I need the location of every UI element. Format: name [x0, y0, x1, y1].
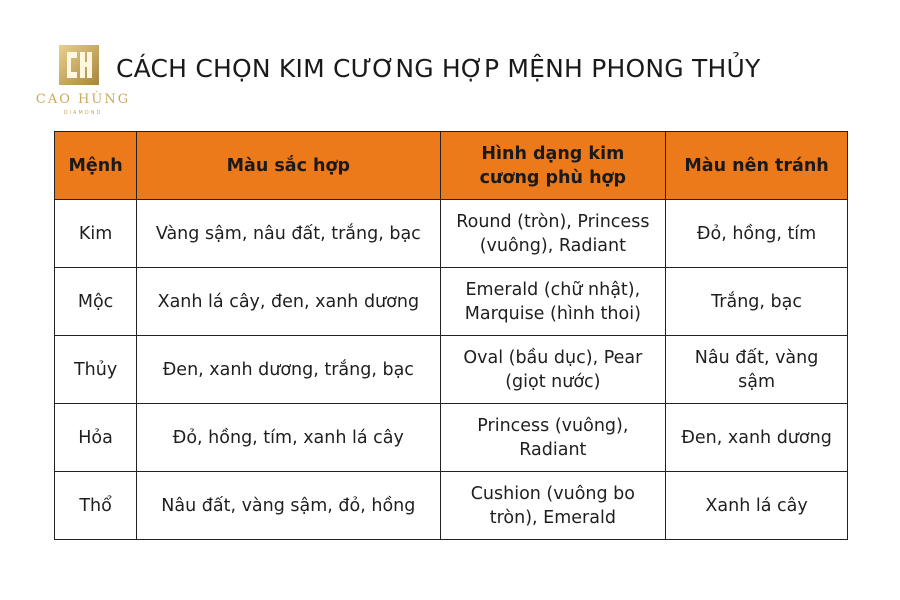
- cell-mau-sac-hop: Đen, xanh dương, trắng, bạc: [137, 336, 440, 404]
- logo-monogram-icon: [58, 44, 100, 86]
- cell-mau-tranh: Đen, xanh dương: [666, 404, 848, 472]
- cell-mau-sac-hop: Xanh lá cây, đen, xanh dương: [137, 268, 440, 336]
- cell-hinh-dang: Round (tròn), Princess (vuông), Radiant: [440, 200, 666, 268]
- cell-mau-tranh: Đỏ, hồng, tím: [666, 200, 848, 268]
- cell-mau-sac-hop: Vàng sậm, nâu đất, trắng, bạc: [137, 200, 440, 268]
- cell-menh: Mộc: [55, 268, 137, 336]
- feng-shui-table: [54, 131, 848, 540]
- header-mau-sac-hop: Màu sắc hợp: [137, 132, 440, 200]
- header-hinh-dang: Hình dạng kim cương phù hợp: [440, 132, 666, 200]
- cell-hinh-dang: Oval (bầu dục), Pear (giọt nước): [440, 336, 666, 404]
- cell-mau-tranh: Xanh lá cây: [666, 472, 848, 540]
- cell-menh: Thổ: [55, 472, 137, 540]
- cell-hinh-dang: Princess (vuông), Radiant: [440, 404, 666, 472]
- table-row: [55, 200, 848, 268]
- cell-mau-tranh: Trắng, bạc: [666, 268, 848, 336]
- table-header-row: [55, 132, 848, 200]
- table-row: [55, 268, 848, 336]
- cell-menh: Kim: [55, 200, 137, 268]
- logo-brand-name: CAO HÙNG: [35, 92, 131, 107]
- cell-menh: Hỏa: [55, 404, 137, 472]
- page-title: CÁCH CHỌN KIM CƯƠNG HỢP MỆNH PHONG THỦY: [116, 54, 761, 83]
- cell-mau-sac-hop: Nâu đất, vàng sậm, đỏ, hồng: [137, 472, 440, 540]
- table-row: [55, 472, 848, 540]
- cell-hinh-dang: Emerald (chữ nhật), Marquise (hình thoi): [440, 268, 666, 336]
- header-mau-tranh: Màu nên tránh: [666, 132, 848, 200]
- table-row: [55, 404, 848, 472]
- logo-brand-sub: DIAMOND: [63, 110, 103, 116]
- cell-menh: Thủy: [55, 336, 137, 404]
- header-menh: Mệnh: [55, 132, 137, 200]
- table-row: [55, 336, 848, 404]
- cell-hinh-dang: Cushion (vuông bo tròn), Emerald: [440, 472, 666, 540]
- cell-mau-sac-hop: Đỏ, hồng, tím, xanh lá cây: [137, 404, 440, 472]
- cell-mau-tranh: Nâu đất, vàng sậm: [666, 336, 848, 404]
